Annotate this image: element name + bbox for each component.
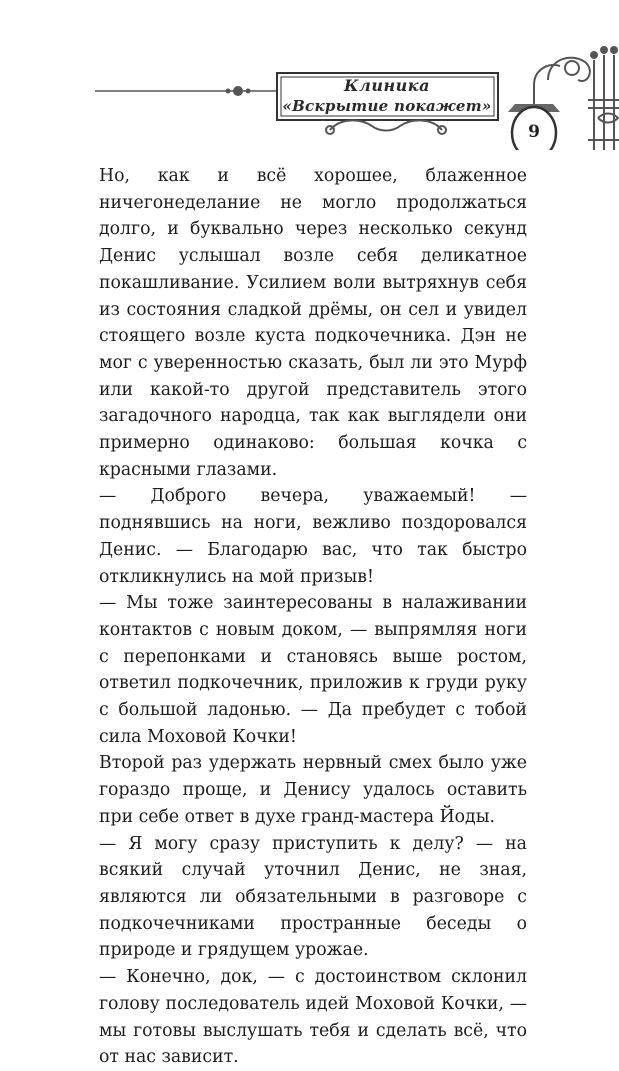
running-title: [276, 70, 498, 120]
paragraph: — Я могу сразу приступить к делу? — на всякий случай уточнил Денис, не зная, являются ли обязательными в разговоре с подкочечниками пространные беседы о природе и грядущем урожае.: [99, 833, 527, 961]
running-title-line2: «Вскрытие покажет»: [282, 97, 492, 115]
rule-knob: [233, 86, 243, 96]
paragraph: — Доброго вечера, уважаемый! — поднявшись на ноги, вежливо поздоровался Денис. — Благодарю вас, что так быстро откликнулись на мой призыв!: [99, 486, 527, 587]
paragraph: Но, как и всё хорошее, блаженное ничегонеделание не могло продолжаться долго, и буквально через несколько секунд Денис услышал возле себя деликатное покашливание. Усилием воли вытряхнув себя из состояния сладкой дрёмы, он сел и увидел стоящего возле куста подкочечника. Дэн не мог с уверенностью сказать, был ли это Мурф или какой-то другой представитель этого загадочного народца, так как выглядели они примерно одинаково: большая кочка с красными глазами.: [99, 166, 527, 480]
paragraph: — Конечно, док, — с достоинством склонил голову последователь идей Моховой Кочки, — мы готовы выслушать тебя и сделать всё, что от нас зависит.: [99, 967, 527, 1068]
body-text: [99, 163, 527, 1071]
gate-ornament: [548, 47, 619, 150]
page-header: [0, 0, 619, 150]
running-title-line1: Клиника: [344, 76, 430, 95]
scroll-ornament: [330, 120, 442, 130]
paragraph: — Мы тоже заинтересованы в налаживании контактов с новым доком, — выпрямляя ноги с перепонками и становясь выше ростом, ответил подкочечник, приложив к груди руку с большой ладонью. — Да пребудет с тобой сила Моховой Кочки!: [99, 593, 527, 747]
page-number: 9: [528, 122, 540, 142]
paragraph: Второй раз удержать нервный смех было уже гораздо проще, и Денису удалось оставить при себе ответ в духе гранд-мастера Йоды.: [99, 753, 527, 827]
